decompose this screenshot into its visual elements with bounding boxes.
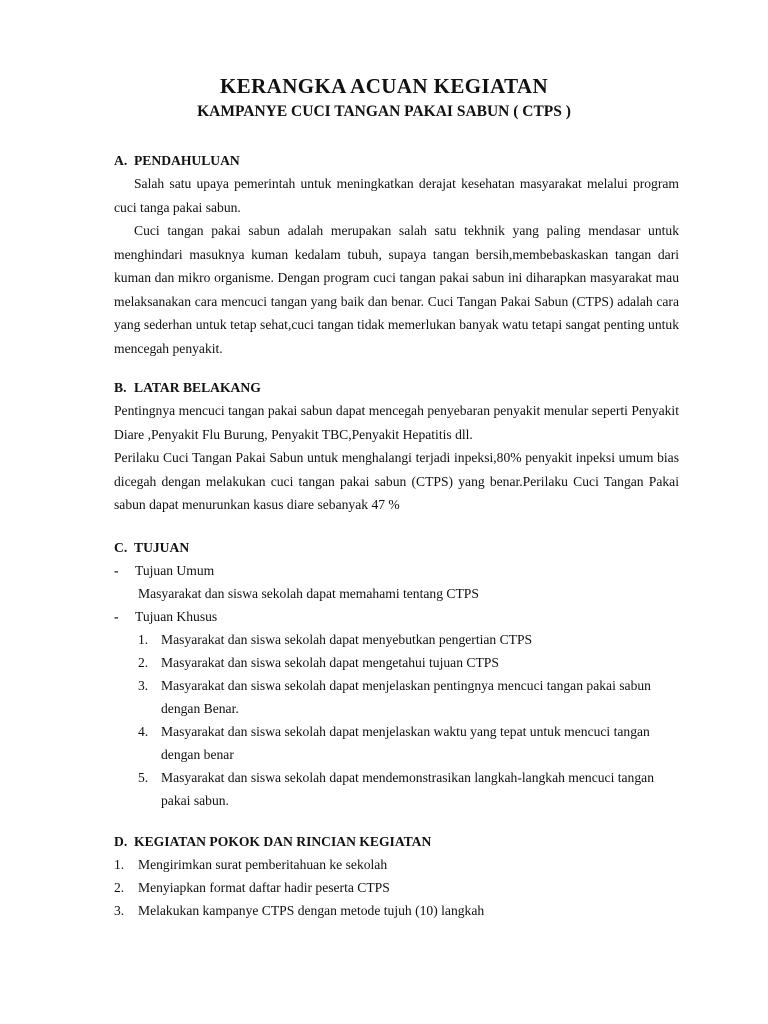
section-title: KEGIATAN POKOK DAN RINCIAN KEGIATAN: [134, 834, 432, 849]
section-letter: B.: [114, 380, 127, 395]
item-number: 5.: [138, 770, 149, 785]
document-title: KERANGKA ACUAN KEGIATAN: [219, 74, 549, 98]
item-text: Masyarakat dan siswa sekolah dapat mendemonstrasikan langkah-langkah mencuci tangan pakai sabun.: [161, 770, 654, 808]
item-number: 1.: [114, 857, 125, 872]
item-text: Masyarakat dan siswa sekolah dapat menyebutkan pengertian CTPS: [161, 632, 533, 647]
list-item: [114, 720, 679, 766]
section-title: TUJUAN: [134, 540, 190, 555]
tujuan-umum-row: [114, 559, 679, 582]
paragraph: Perilaku Cuci Tangan Pakai Sabun untuk menghalangi terjadi inpeksi,80% penyakit inpeksi umum bias dicegah dengan melakukan cuci tangan pakai sabun (CTPS) yang benar.Perilaku Cuci Tangan Pakai sabun dapat menurunkan kasus diare sebanyak 47 %: [114, 450, 679, 512]
item-text: Masyarakat dan siswa sekolah dapat menjelaskan pentingnya mencuci tangan pakai sabun dengan Benar.: [161, 678, 651, 716]
item-number: 3.: [138, 678, 149, 693]
section-tujuan: [114, 537, 679, 812]
section-letter: C.: [114, 540, 128, 555]
document-subtitle: KAMPANYE CUCI TANGAN PAKAI SABUN ( CTPS ): [197, 103, 571, 120]
section-heading: [114, 537, 679, 559]
kegiatan-list: [114, 853, 679, 922]
list-item: [114, 899, 679, 922]
list-item: [114, 628, 679, 651]
item-number: 4.: [138, 724, 149, 739]
section-pendahuluan: [114, 150, 679, 360]
section-kegiatan-pokok: [114, 831, 679, 922]
section-title: PENDAHULUAN: [134, 153, 240, 168]
dash-bullet: -: [114, 609, 119, 624]
section-heading: [114, 150, 679, 172]
list-item: [114, 766, 679, 812]
tujuan-khusus-list: [114, 628, 679, 812]
list-item: [114, 853, 679, 876]
tujuan-khusus-label: Tujuan Khusus: [135, 609, 218, 624]
section-heading: [114, 831, 679, 853]
tujuan-khusus-row: [114, 605, 679, 628]
item-text: Masyarakat dan siswa sekolah dapat mengetahui tujuan CTPS: [161, 655, 499, 670]
section-letter: D.: [114, 834, 128, 849]
item-number: 2.: [114, 880, 125, 895]
item-text: Melakukan kampanye CTPS dengan metode tujuh (10) langkah: [138, 903, 485, 918]
tujuan-umum-text: Masyarakat dan siswa sekolah dapat memahami tentang CTPS: [138, 586, 479, 601]
paragraph: Cuci tangan pakai sabun adalah merupakan salah satu tekhnik yang paling mendasar untuk menghindari masuknya kuman kedalam tubuh, supaya tangan bersih,membebaskaskan tangan dari kuman dan mikro organisme. Dengan program cuci tangan pakai sabun ini diharapkan masyarakat mau melaksanakan cara mencuci tangan yang baik dan benar. Cuci Tangan Pakai Sabun (CTPS) adalah cara yang sederhan untuk tetap sehat,cuci tangan tidak memerlukan banyak watu tetapi sangat penting untuk mencegah penyakit.: [114, 223, 679, 356]
tujuan-umum-label: Tujuan Umum: [135, 563, 215, 578]
list-item: [114, 651, 679, 674]
paragraph: Pentingnya mencuci tangan pakai sabun dapat mencegah penyebaran penyakit menular seperti Penyakit Diare ,Penyakit Flu Burung, Penyakit TBC,Penyakit Hepatitis dll.: [114, 403, 679, 442]
section-latar-belakang: [114, 377, 679, 517]
item-number: 2.: [138, 655, 149, 670]
list-item: [114, 876, 679, 899]
section-title: LATAR BELAKANG: [134, 380, 261, 395]
item-text: Masyarakat dan siswa sekolah dapat menjelaskan waktu yang tepat untuk mencuci tangan dengan benar: [161, 724, 650, 762]
item-number: 1.: [138, 632, 149, 647]
item-text: Mengirimkan surat pemberitahuan ke sekolah: [138, 857, 388, 872]
section-heading: [114, 377, 679, 399]
item-text: Menyiapkan format daftar hadir peserta CTPS: [138, 880, 390, 895]
list-item: [114, 674, 679, 720]
item-number: 3.: [114, 903, 125, 918]
dash-bullet: -: [114, 563, 119, 578]
paragraph: Salah satu upaya pemerintah untuk meningkatkan derajat kesehatan masyarakat melalui program cuci tanga pakai sabun.: [114, 176, 679, 215]
section-letter: A.: [114, 153, 128, 168]
